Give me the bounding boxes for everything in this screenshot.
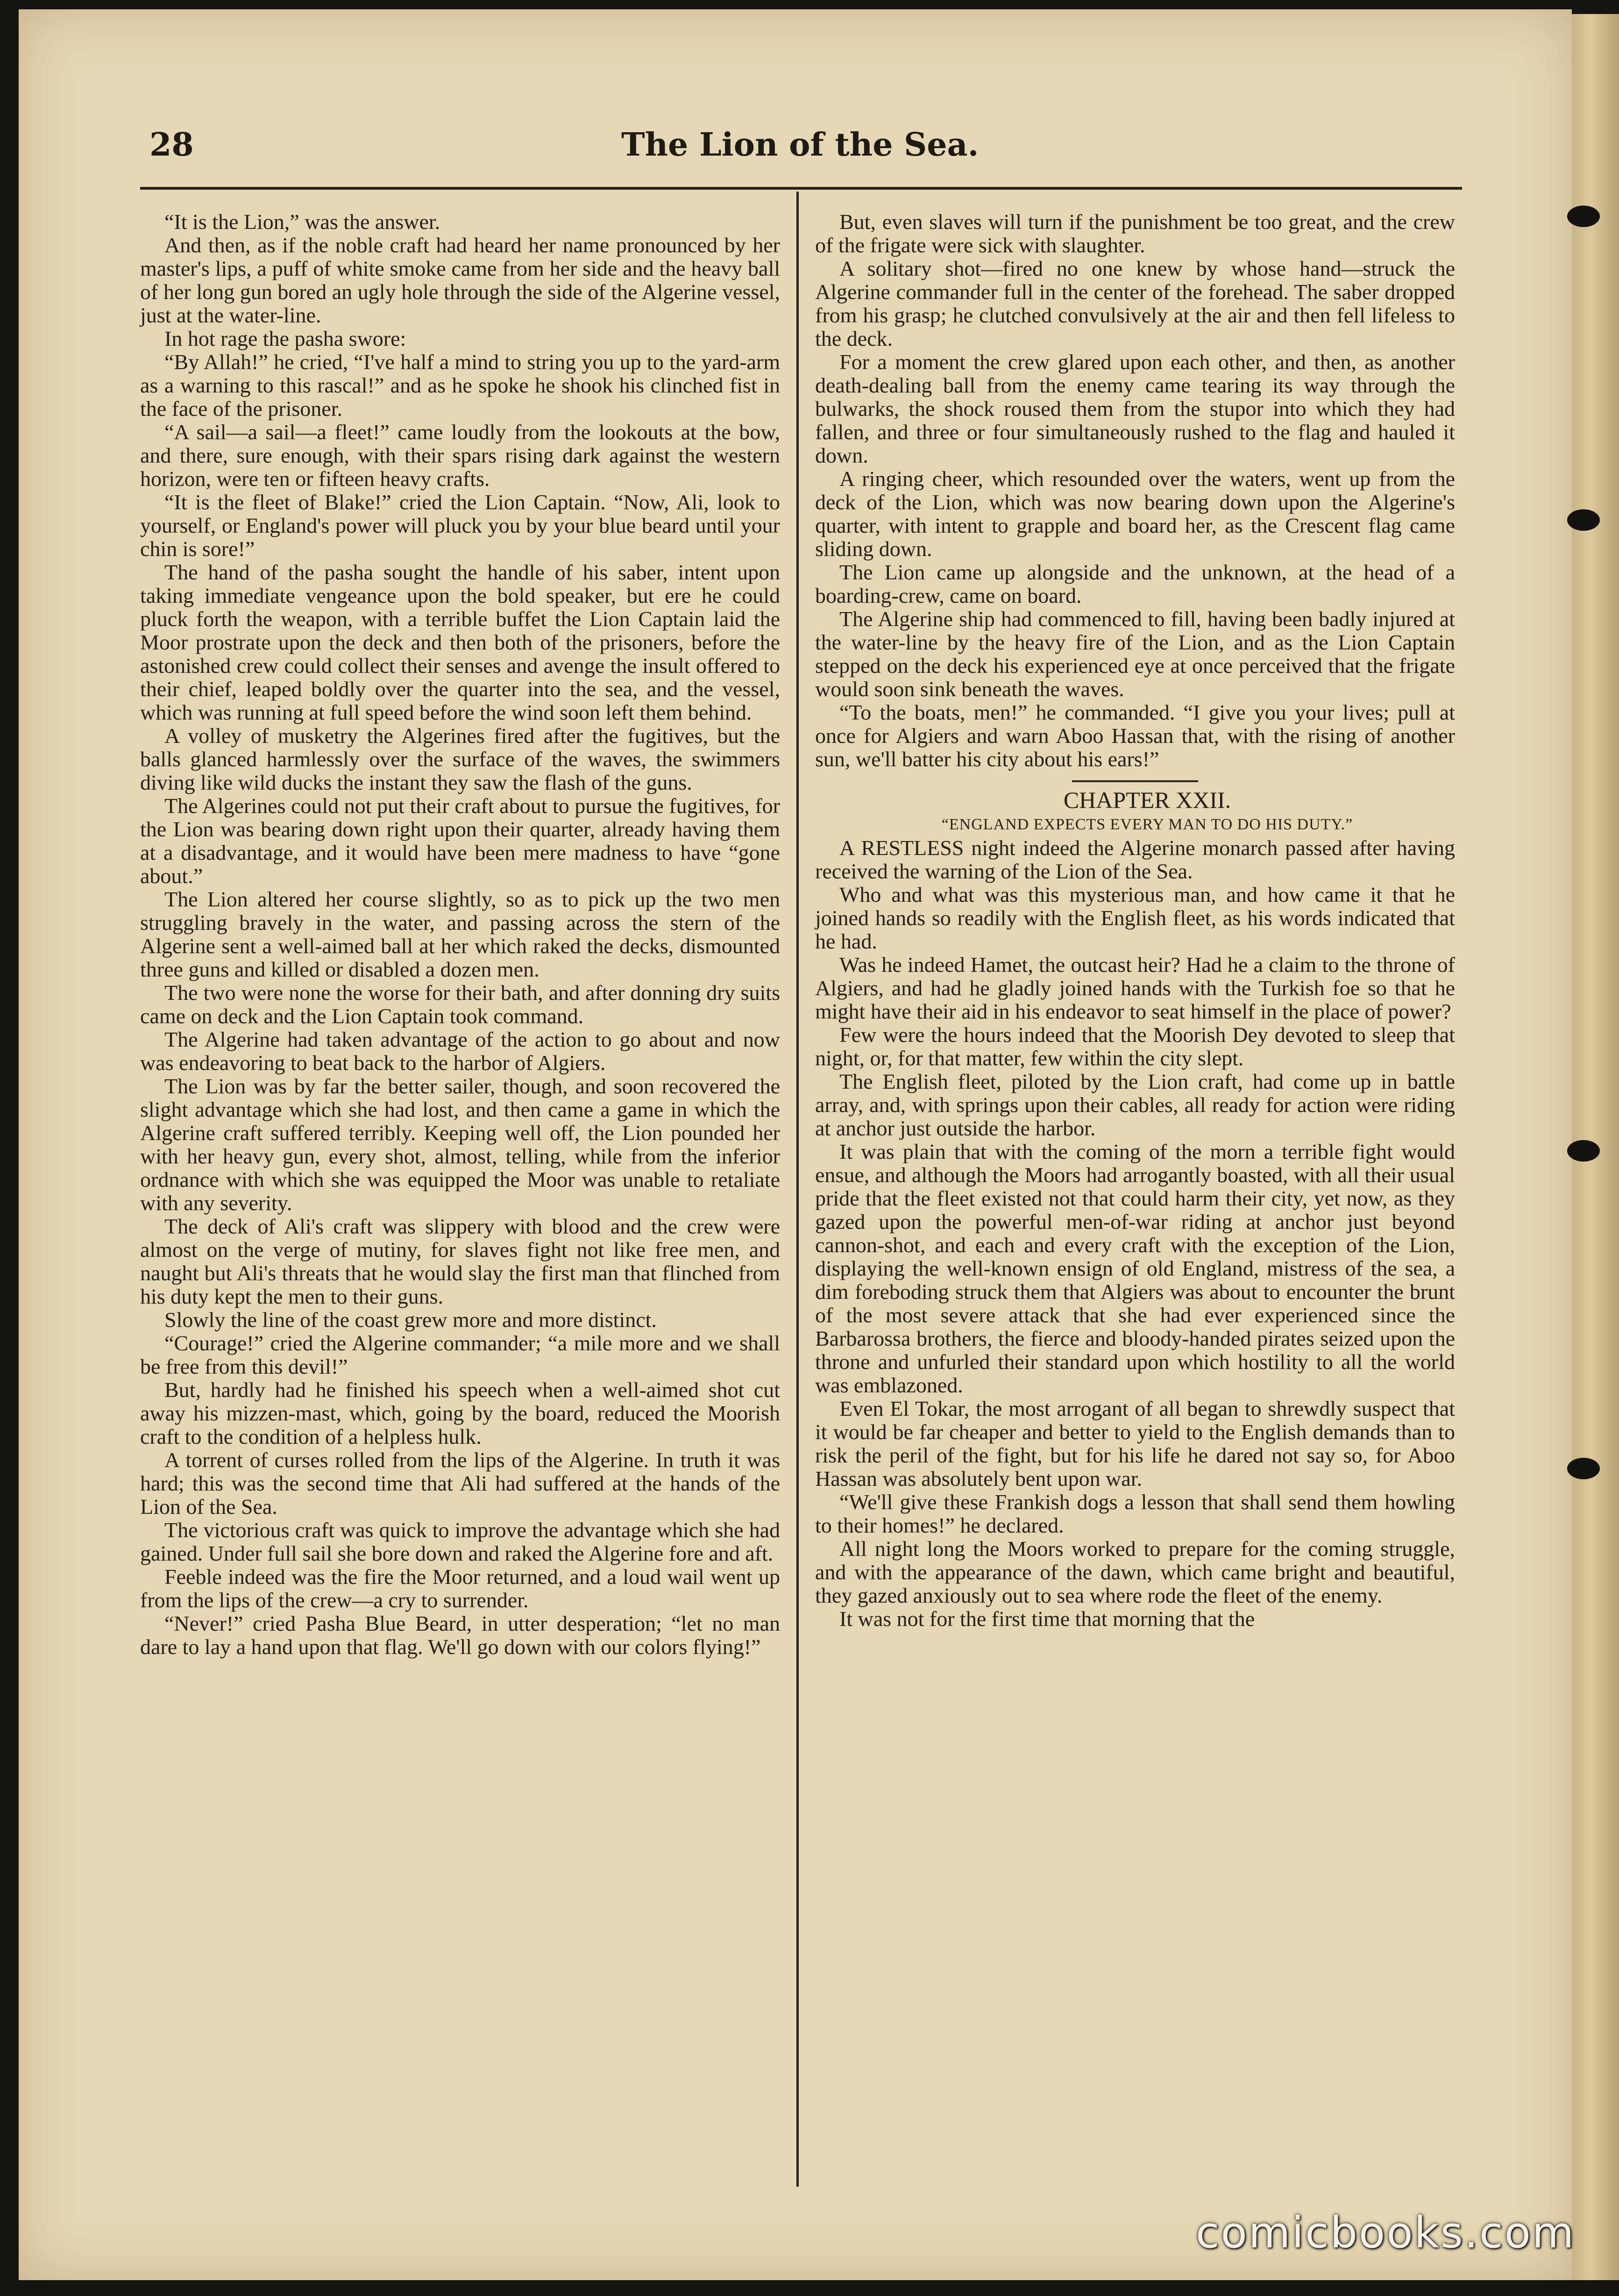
- paragraph: “Courage!” cried the Algerine commander; “a mile more and we shall be free from this devil!”: [140, 1331, 780, 1378]
- paragraph: A torrent of curses rolled from the lips of the Algerine. In truth it was hard; this was the second time that Ali had suffered at the hands of the Lion of the Sea.: [140, 1448, 780, 1519]
- paragraph: Feeble indeed was the fire the Moor returned, and a loud wail went up from the lips of the crew—a cry to surrender.: [140, 1565, 780, 1612]
- header-rule: [140, 187, 1462, 190]
- paragraph: “By Allah!” he cried, “I've half a mind to string you up to the yard-arm as a warning to this rascal!” and as he spoke he shook his clinched fist in the face of the prisoner.: [140, 350, 780, 421]
- binding-hole: [1567, 1458, 1600, 1479]
- paragraph: “Never!” cried Pasha Blue Beard, in utter desperation; “let no man dare to lay a hand upon that flag. We'll go down with our colors flying!”: [140, 1611, 780, 1659]
- paragraph: It was not for the first time that morning that the: [839, 1607, 1255, 1631]
- paragraph: In hot rage the pasha swore:: [164, 327, 406, 350]
- paragraph: The Algerine ship had commenced to fill, having been badly injured at the water-line by the heavy fire of the Lion, and as the Lion Captain stepped on the deck his experienced eye at once perceived that the frigate would soon sink beneath the waves.: [815, 607, 1455, 701]
- paragraph: A ringing cheer, which resounded over the waters, went up from the deck of the Lion, which was now bearing down upon the Algerine's quarter, with intent to grapple and board her, as the Crescent flag came sliding down.: [815, 467, 1455, 561]
- paragraph: The Lion altered her course slightly, so as to pick up the two men struggling bravely in the water, and passing across the stern of the Algerine sent a well-aimed ball at her which raked the decks, dismounted three guns and killed or disabled a dozen men.: [140, 887, 780, 981]
- paragraph: Was he indeed Hamet, the outcast heir? Had he a claim to the throne of Algiers, and had he gladly joined hands with the Turkish foe so that he might have their aid in his endeavor to seat himself in the place of power?: [815, 953, 1455, 1023]
- paragraph: The Lion came up alongside and the unknown, at the head of a boarding-crew, came on board.: [815, 560, 1455, 607]
- paragraph: All night long the Moors worked to prepare for the coming struggle, and with the appearance of the dawn, which came bright and beautiful, they gazed anxiously out to sea where rode the fleet of the enemy.: [815, 1537, 1455, 1607]
- paragraph: The Lion was by far the better sailer, though, and soon recovered the slight advantage which she had lost, and then came a game in which the Algerine craft suffered terribly. Keeping well off, the Lion pounded her with her heavy gun, every shot, almost, telling, while from the inferior ordnance with which she was equipped the Moor was unable to retaliate with any severity.: [140, 1074, 780, 1215]
- paragraph: The deck of Ali's craft was slippery with blood and the crew were almost on the verge of mutiny, for slaves fight not like free men, and naught but Ali's threats that he would slay the first man that flinched from his duty kept the men to their guns.: [140, 1214, 780, 1308]
- paragraph: But, hardly had he finished his speech when a well-aimed shot cut away his mizzen-mast, which, going by the board, reduced the Moorish craft to the condition of a helpless hulk.: [140, 1378, 780, 1448]
- running-title: The Lion of the Sea.: [621, 126, 979, 164]
- paragraph: The two were none the worse for their bath, and after donning dry suits came on deck and the Lion Captain took command.: [140, 981, 780, 1028]
- left-column: [140, 210, 780, 1659]
- binding-hole: [1567, 509, 1600, 531]
- page-number: 28: [149, 126, 194, 164]
- paragraph: A solitary shot—fired no one knew by whose hand—struck the Algerine commander full in the center of the forehead. The saber dropped from his grasp; he clutched convulsively at the air and then fell lifeless to the deck.: [815, 257, 1455, 350]
- watermark-text: comicbooks.com: [1196, 2208, 1576, 2258]
- paragraph: And then, as if the noble craft had heard her name pronounced by her master's lips, a puff of white smoke came from her side and the heavy ball of her long gun bored an ugly hole through the side of the Algerine vessel, just at the water-line.: [140, 233, 780, 327]
- paragraph: “To the boats, men!” he commanded. “I give you your lives; pull at once for Algiers and warn Aboo Hassan that, with the rising of another sun, we'll batter his city about his ears!”: [815, 700, 1455, 771]
- chapter-rule: [1072, 780, 1198, 782]
- paragraph: “It is the Lion,” was the answer.: [164, 210, 440, 234]
- paragraph: The victorious craft was quick to improve the advantage which she had gained. Under full sail she bore down and raked the Algerine fore and aft.: [140, 1518, 780, 1565]
- paragraph: “We'll give these Frankish dogs a lesson that shall send them howling to their homes!” he declared.: [815, 1490, 1455, 1537]
- chapter-motto: “ENGLAND EXPECTS EVERY MAN TO DO HIS DUTY.”: [941, 816, 1353, 833]
- paragraph: A volley of musketry the Algerines fired after the fugitives, but the balls glanced harmlessly over the surface of the waves, the swimmers diving like wild ducks the instant they saw the flash of the guns.: [140, 724, 780, 794]
- paragraph: The English fleet, piloted by the Lion craft, had come up in battle array, and, with springs upon their cables, all ready for action were riding at anchor just outside the harbor.: [815, 1070, 1455, 1140]
- right-column: [815, 210, 1455, 1631]
- paragraph: The hand of the pasha sought the handle of his saber, intent upon taking immediate vengeance upon the bold speaker, but ere he could pluck forth the weapon, with a terrible buffet the Lion Captain laid the Moor prostrate upon the deck and then both of the prisoners, before the astonished crew could collect their senses and avenge the insult offered to their chief, leaped boldly over the quarter into the sea, and the vessel, which was running at full speed before the wind soon left them behind.: [140, 560, 780, 724]
- column-divider: [796, 192, 799, 2187]
- paragraph: Who and what was this mysterious man, and how came it that he joined hands so readily with the English fleet, as his words indicated that he had.: [815, 883, 1455, 953]
- paragraph: A RESTLESS night indeed the Algerine monarch passed after having received the warning of the Lion of the Sea.: [815, 836, 1455, 883]
- paragraph: But, even slaves will turn if the punishment be too great, and the crew of the frigate were sick with slaughter.: [815, 210, 1455, 257]
- paragraph: Few were the hours indeed that the Moorish Dey devoted to sleep that night, or, for that matter, few within the city slept.: [815, 1023, 1455, 1070]
- paragraph: “It is the fleet of Blake!” cried the Lion Captain. “Now, Ali, look to yourself, or England's power will pluck you by your blue beard until your chin is sore!”: [140, 490, 780, 561]
- paragraph: Even El Tokar, the most arrogant of all began to shrewdly suspect that it would be far cheaper and better to yield to the English demands than to risk the peril of the fight, but for his life he dared not say so, for Aboo Hassan was absolutely bent upon war.: [815, 1397, 1455, 1490]
- paragraph: The Algerines could not put their craft about to pursue the fugitives, for the Lion was bearing down right upon their quarter, already having them at a disadvantage, and it would have been mere madness to have “gone about.”: [140, 794, 780, 888]
- binding-hole: [1567, 206, 1600, 227]
- chapter-heading: CHAPTER XXII.: [1063, 787, 1231, 813]
- paragraph: “A sail—a sail—a fleet!” came loudly from the lookouts at the bow, and there, sure enough, with their spars rising dark against the western horizon, were ten or fifteen heavy crafts.: [140, 420, 780, 491]
- paragraph: Slowly the line of the coast grew more and more distinct.: [164, 1308, 657, 1332]
- paragraph: For a moment the crew glared upon each other, and then, as another death-dealing ball from the enemy came tearing its way through the bulwarks, the shock roused them from the stupor into which they had fallen, and three or four simultaneously rushed to the flag and hauled it down.: [815, 350, 1455, 467]
- page-header: [140, 126, 1462, 173]
- binding-hole: [1567, 1140, 1600, 1162]
- paragraph: The Algerine had taken advantage of the action to go about and now was endeavoring to beat back to the harbor of Algiers.: [140, 1027, 780, 1075]
- paragraph: It was plain that with the coming of the morn a terrible fight would ensue, and although the Moors had arrogantly boasted, with all their usual pride that the fleet existed not that could harm their city, yet now, as they gazed upon the powerful men-of-war riding at anchor just beyond cannon-shot, and each and every craft with the exception of the Lion, displaying the well-known ensign of old England, mistress of the sea, a dim foreboding struck them that Algiers was about to encounter the brunt of the most severe attack that she had ever experienced since the Barbarossa brothers, the fierce and bloody-handed pirates seized upon the throne and unfurled their standard upon which hostility to all the world was emblazoned.: [815, 1140, 1455, 1397]
